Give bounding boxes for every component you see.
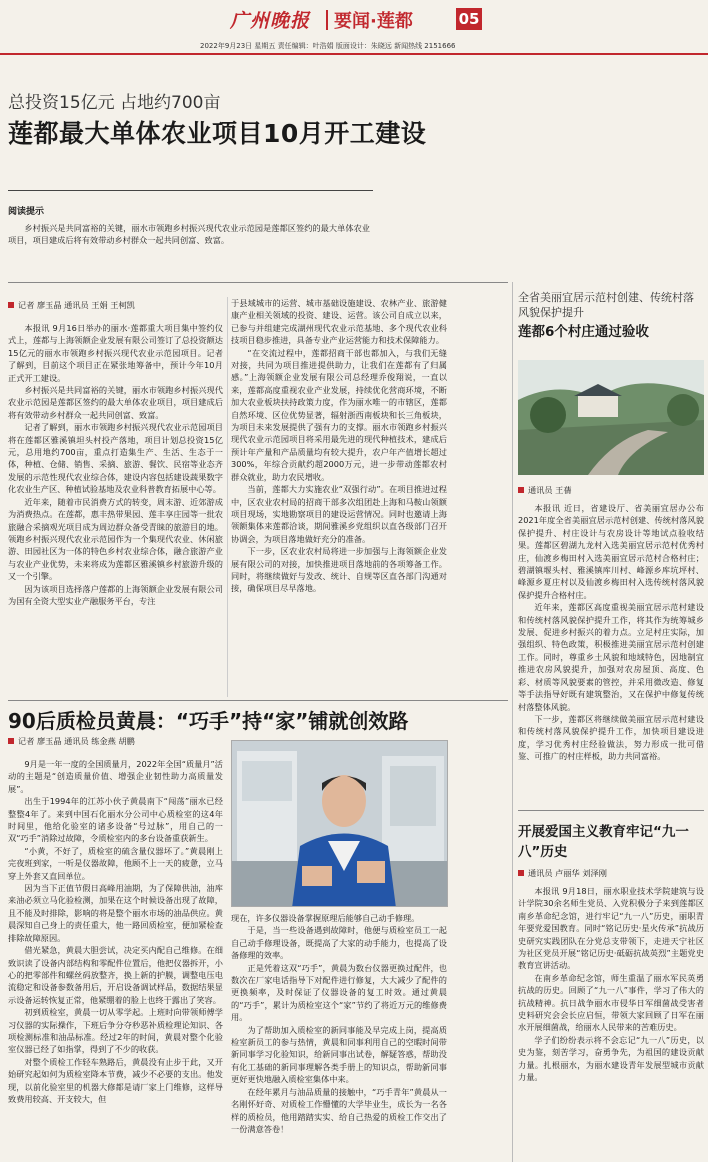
byline-text: 通讯员 王蒨 [528, 485, 572, 495]
masthead [0, 0, 708, 56]
main-headline: 莲都最大单体农业项目10月开工建设 [8, 119, 427, 148]
article-paragraph: “小黄，不好了，质检室的硫含量仪器坏了。”黄晨刚上完夜班到家，一听是仪器故障，他顾不上一天的疲惫，立马穿上外套又直回单位。 [8, 845, 223, 881]
dateline: 2022年9月23日 星期五 责任编辑：叶浩娟 版面设计：朱晓远 新闻热线 2151666 [200, 42, 456, 50]
article-paragraph: 乡村振兴是共同富裕的关键，丽水市领跑乡村振兴现代农业示范园是莲都区签约的最大单体农业项目，项目建成后将有效带动乡村群众一起共同创富、致富。 [8, 385, 223, 420]
article-paragraph: 下一步，区农业农村局将进一步加强与上海领额企业发展有限公司的对接，加快推进项目落地前的各项筹备工作。同时，将继续做好与发改、统计、自规等区直各部门沟通对接，确保项目尽早落地。 [231, 546, 447, 594]
article-paragraph: 9月是一年一度的全国质量月，2022年全国“质量月”活动的主题是“创造质量价值、增强企业韧性助力高质量发展”。 [8, 759, 223, 794]
square-bullet-icon [518, 487, 524, 493]
article-byline [8, 735, 135, 747]
section-rule [518, 810, 704, 811]
article-paragraph: 因为当下正值节假日高峰用油期，为了保障供油，油库来油必须立马化验检测，加果在这个时候设备出现了故障，且不能及时排除，影响的将是整个丽水市场的油品供应。黄晨深知自己身上的责任重大，他一路回质检室，便加紧检查排除故障原因。 [8, 883, 223, 943]
worker-photo-illustration [232, 741, 448, 907]
square-bullet-icon [8, 738, 14, 744]
article-paragraph: 本报讯 近日，省建设厅、省美丽宜居办公布2021年度全省美丽宜居示范村创建、传统村落风貌保护提升、村庄设计与农房设计等地试点验收结果。莲都区碧湖九龙村入选美丽宜居示范村优秀村庄，仙渡乡梅田村入选美丽宜居示范村合格村庄；碧湖镇堰头村、雅溪镇库川村、峰源乡库坑坪村、峰源乡夏庄村以及仙渡乡梅田村入选传统村落风貌保护提升合格村庄。 [518, 503, 704, 600]
article-byline [518, 484, 572, 496]
article-paragraph: 近年来，随着市民消费方式的转变，周末游、近郊游成为消费热点。在莲都，惠丰热带果园、莲丰享庄园等一批农旅融合采摘观光项目成为周边群众备受青睐的旅游目的地。领跑乡村振兴现代农业示范园作为一个集现代农业、休闲旅游、田园社区为一体的特色乡村农业综合体，融合旅游产业与农业产业优势，未来将成为莲都区雅溪镇乡村旅游升级的又一个引擎。 [8, 496, 223, 582]
article-paragraph: 当前，莲都大力实施农业“双强行动”。在项目推进过程中，区农业农村局的招商干部多次组团赴上海和马鞍山领额项目现场，实地勘察项目的建设运营情况。同时也邀请上海领额集体来莲都洽谈，期间雅溪乡党组织以直各级部门召开协调会，为项目落地做好充分的准备。 [231, 484, 447, 544]
right-article-kicker: 全省美丽宜居示范村创建、传统村落风貌保护提升 [518, 291, 694, 319]
article-paragraph: 在经年累月与油品质量的接触中，“巧手青年”黄晨从一名刚怀好奇、对质检工作懵懂的大学毕业生，成长为一名各样的质检员，他用踏踏实实、给自己热爱的质检工作交出了一份满意答卷！ [231, 1086, 447, 1134]
byline-text: 记者 廖玉晶 通讯员 王娟 王柯凯 [18, 300, 135, 310]
article-column [231, 912, 447, 1135]
article-column [231, 297, 447, 595]
worker-photo [231, 740, 448, 907]
right-column-divider [512, 282, 513, 1162]
article-column [518, 885, 704, 1084]
article-paragraph: 为了帮助加入质检室的新同事能及早完成上岗，提高质检室新员工的参与热情，黄晨和同事利用自己的空暇时间带新同事学习化验知识，给新同事出试卷，解疑答惑，帮助没有化工基础的新同事理解各类手册上的知识点，帮助新同事更好更快地融入质检室集体中来。 [231, 1024, 447, 1085]
article-paragraph: 在南乡革命纪念馆，师生重温了丽水军民英勇抗战的历史。回顾了“九一八”事件，学习了伟大的抗战精神。抗日战争丽水市侵华日军细菌战受害者史料研究会会长应启恒，带领大家回顾了日军在丽水开展细菌战，给丽水人民带来的苦难历史。 [518, 972, 704, 1033]
reading-guide-text: 乡村振兴是共同富裕的关键，丽水市领跑乡村振兴现代农业示范园是莲都区签约的最大单体农业项目，项目建成后将有效带动乡村群众一起共同创富、致富。 [8, 223, 370, 246]
masthead-rule [0, 53, 708, 55]
article-column [8, 322, 223, 607]
article-paragraph: 初到质检室，黄晨一切从零学起。上班时向带领师傅学习仪器的实际操作，下班后争分夺秒恶补质检理论知识、各项检测标准和油品标准。经过2年的时间，黄晨对整个化验室仪器已经了如指掌，得到了不少的收获。 [8, 1007, 223, 1055]
article-byline [518, 867, 607, 879]
article-paragraph: 因为该项目选择落户莲都的上海领额企业发展有限公司为国有全资大型实业产融服务平台，专注 [8, 583, 223, 606]
article-byline [8, 299, 135, 311]
section-rule [8, 700, 508, 701]
headline-rule [8, 190, 373, 191]
article-paragraph: “在交流过程中，莲都招商干部也都加入，与我们无缝对接，共同为项目推进提供助力，让我们在莲都有了归属感。”上海领额企业发展有限公司总经理乔俊翔说，一直以来，莲都高度重视农业产业发展，持续优化营商环境，不断加大农业板块扶持政策力度，作为丽水唯一的市辖区，莲都自然环境、区位优势显著，辐射浙西南板块和长三角板块，为项目未来发展提供了强有力的支撑。丽水市领跑乡村振兴现代农业示范园项目将采用最先进的现代种植技术，建成后预计年产量和产品质量均有较大提升，农户年产值增长超过300%，年综合贡献约超2000万元，进一步带动莲都农村群众就业，助力农民增收。 [231, 347, 447, 482]
village-photo-illustration [518, 360, 704, 475]
newspaper-brand-logo: 广州晚报 [230, 10, 311, 32]
square-bullet-icon [518, 870, 524, 876]
article-paragraph: 近年来，莲都区高度重视美丽宜居示范村建设和传统村落风貌保护提升工作，将其作为统筹城乡发展、促进乡村振兴的着力点。立足村庄实际，加强组织、特色政策，积极推进美丽宜居示范村创建工作。同时，尊重乡土风貌和地域特色，因地制宜推进农房风貌提升，加强对农房屋顶、高度、色彩、材质等风貌要素的管控，并采用微改造、修复等手法指导好既有建筑整治，又在保护中修复传统村落整体风貌。 [518, 602, 704, 712]
village-photo [518, 360, 704, 475]
article-paragraph: 于是，当一些设备遇到故障时，他便与质检室员工一起自己动手修理设备，既提高了大家的动手能力，也提高了设备修理的效率。 [231, 925, 447, 961]
article-paragraph: 借光紧急，黄晨大胆尝试，决定买内配自己维修。在细致识读了设备内部结构和零配件位置后，他把仪器拆开，小心的把零部件和螺丝码放整齐，换上新的护膜，调整电压电流稳定和设备参数备用后，开启设备调试样品，数据结果显示设备运转恢复正常，他紧绷着的脸上也终于露出了笑容。 [8, 945, 223, 1005]
article-paragraph: 于县域城市的运营、城市基础设施建设、农林产业、旅游健康产业相关领域的投资、建设、运营。该公司自成立以来，已参与并组建完成湖州现代农业示范基地、多个现代农业科技项目稳步推进，具备专业产业运营能力和技术保障能力。 [231, 298, 447, 346]
column-divider [227, 297, 228, 697]
masthead-divider [326, 10, 328, 30]
article-paragraph: 现在，许多仪器设备掌握原理后能够自己动手修理。 [231, 913, 420, 923]
article-paragraph: 下一步，莲都区将继续做美丽宜居示范村建设和传统村落风貌保护提升工作，加快项目建设进度，学习优秀村庄经验做法，努力形成一批可借鉴、可推广的村庄样板，助力共同富裕。 [518, 713, 704, 762]
byline-text: 记者 廖玉晶 通讯员 练金燕 胡鹏 [18, 736, 135, 746]
section-title: 要闻·莲都 [334, 11, 413, 32]
article-paragraph: 本报讯 9月16日举办的丽水·莲都重大项目集中签约仪式上，莲都与上海领额企业发展有限公司签订了总投资额达15亿元的丽水市领跑乡村振兴现代农业示范园项目。记者了解到，目前这个项目正在紧张地筹备中，预计今年10月正式开工建设。 [8, 323, 223, 383]
article-paragraph: 记者了解到，丽水市领跑乡村振兴现代农业示范园项目将在莲都区雅溪镇坦头村投产落地，项目计划总投资15亿元，总用地约700亩，重点打造集生产、生活、生态于一体，种植、仓储、销售、采摘、旅游、餐饮、民宿等业态齐发展的示范性现代农业综合体，建设内容包括建设蔬果数字化农业生产区、种植试验基地及农业科普教育拓展中心等。 [8, 422, 223, 495]
square-bullet-icon [8, 302, 14, 308]
article-column [518, 502, 704, 763]
article-headline: 90后质检员黄晨：“巧手”持“家”铺就创效路 [8, 709, 409, 733]
reading-guide-label: 阅读提示 [8, 207, 45, 217]
article-paragraph: 出生于1994年的江苏小伙子黄晨南下“闯荡”丽水已经整整4年了。来到中国石化丽水分公司中心质检室的这4年时间里，他给化验室的诸多设备“号过脉”，用自己的一双“巧手”消除过故障，令质检室内的多台设备重获新生。 [8, 796, 223, 844]
byline-text: 通讯员 卢丽华 刘泽刚 [528, 868, 607, 878]
right-article-headline: 莲都6个村庄通过验收 [518, 324, 649, 340]
article-paragraph: 学子们纷纷表示将不会忘记“九一八”历史，以史为鉴，刻苦学习，奋勇争先，为祖国的建设贡献力量。扎根丽水，为丽水建设青年发展型城市贡献力量。 [518, 1034, 704, 1083]
guide-rule [8, 282, 508, 283]
right-article-headline: 开展爱国主义教育牢记“九一八”历史 [518, 824, 689, 860]
headline-kicker: 总投资15亿元 占地约700亩 [8, 93, 221, 113]
article-paragraph: 对整个质检工作轻车熟路后，黄晨没有止步于此，又开始研究起如何为质检室降本节费，减少不必要的支出。他发现，以前化验室里的机器大修都是请厂家上门维修，这样导致费用较高、开支较大，但 [8, 1056, 223, 1104]
article-paragraph: 本报讯 9月18日，丽水职业技术学院建筑与设计学院30余名师生党员、入党积极分子来到莲都区南乡革命纪念馆，进行牢记“九一八”历史，丽职青年要党爱国教育。同时“铭记历史·星火传承”抗战历史研究实践团队在分党总支带领下，走进天宁社区为社区党员开展“铭记历史·砥砺抗战英烈”主题党史教育宣讲活动。 [518, 886, 704, 971]
article-column [8, 758, 223, 1105]
article-paragraph: 正是凭着这双“巧手”，黄晨为数台仪器更换过配件，也数次在厂家电话指导下对配件进行修复，大大减少了配件的更换频率，及时保证了仪器设备的复工时效。通过黄晨的“巧手”，累计为质检室这个“家”节约了将近万元的维修费用。 [231, 962, 447, 1023]
page-number: 05 [456, 8, 482, 30]
